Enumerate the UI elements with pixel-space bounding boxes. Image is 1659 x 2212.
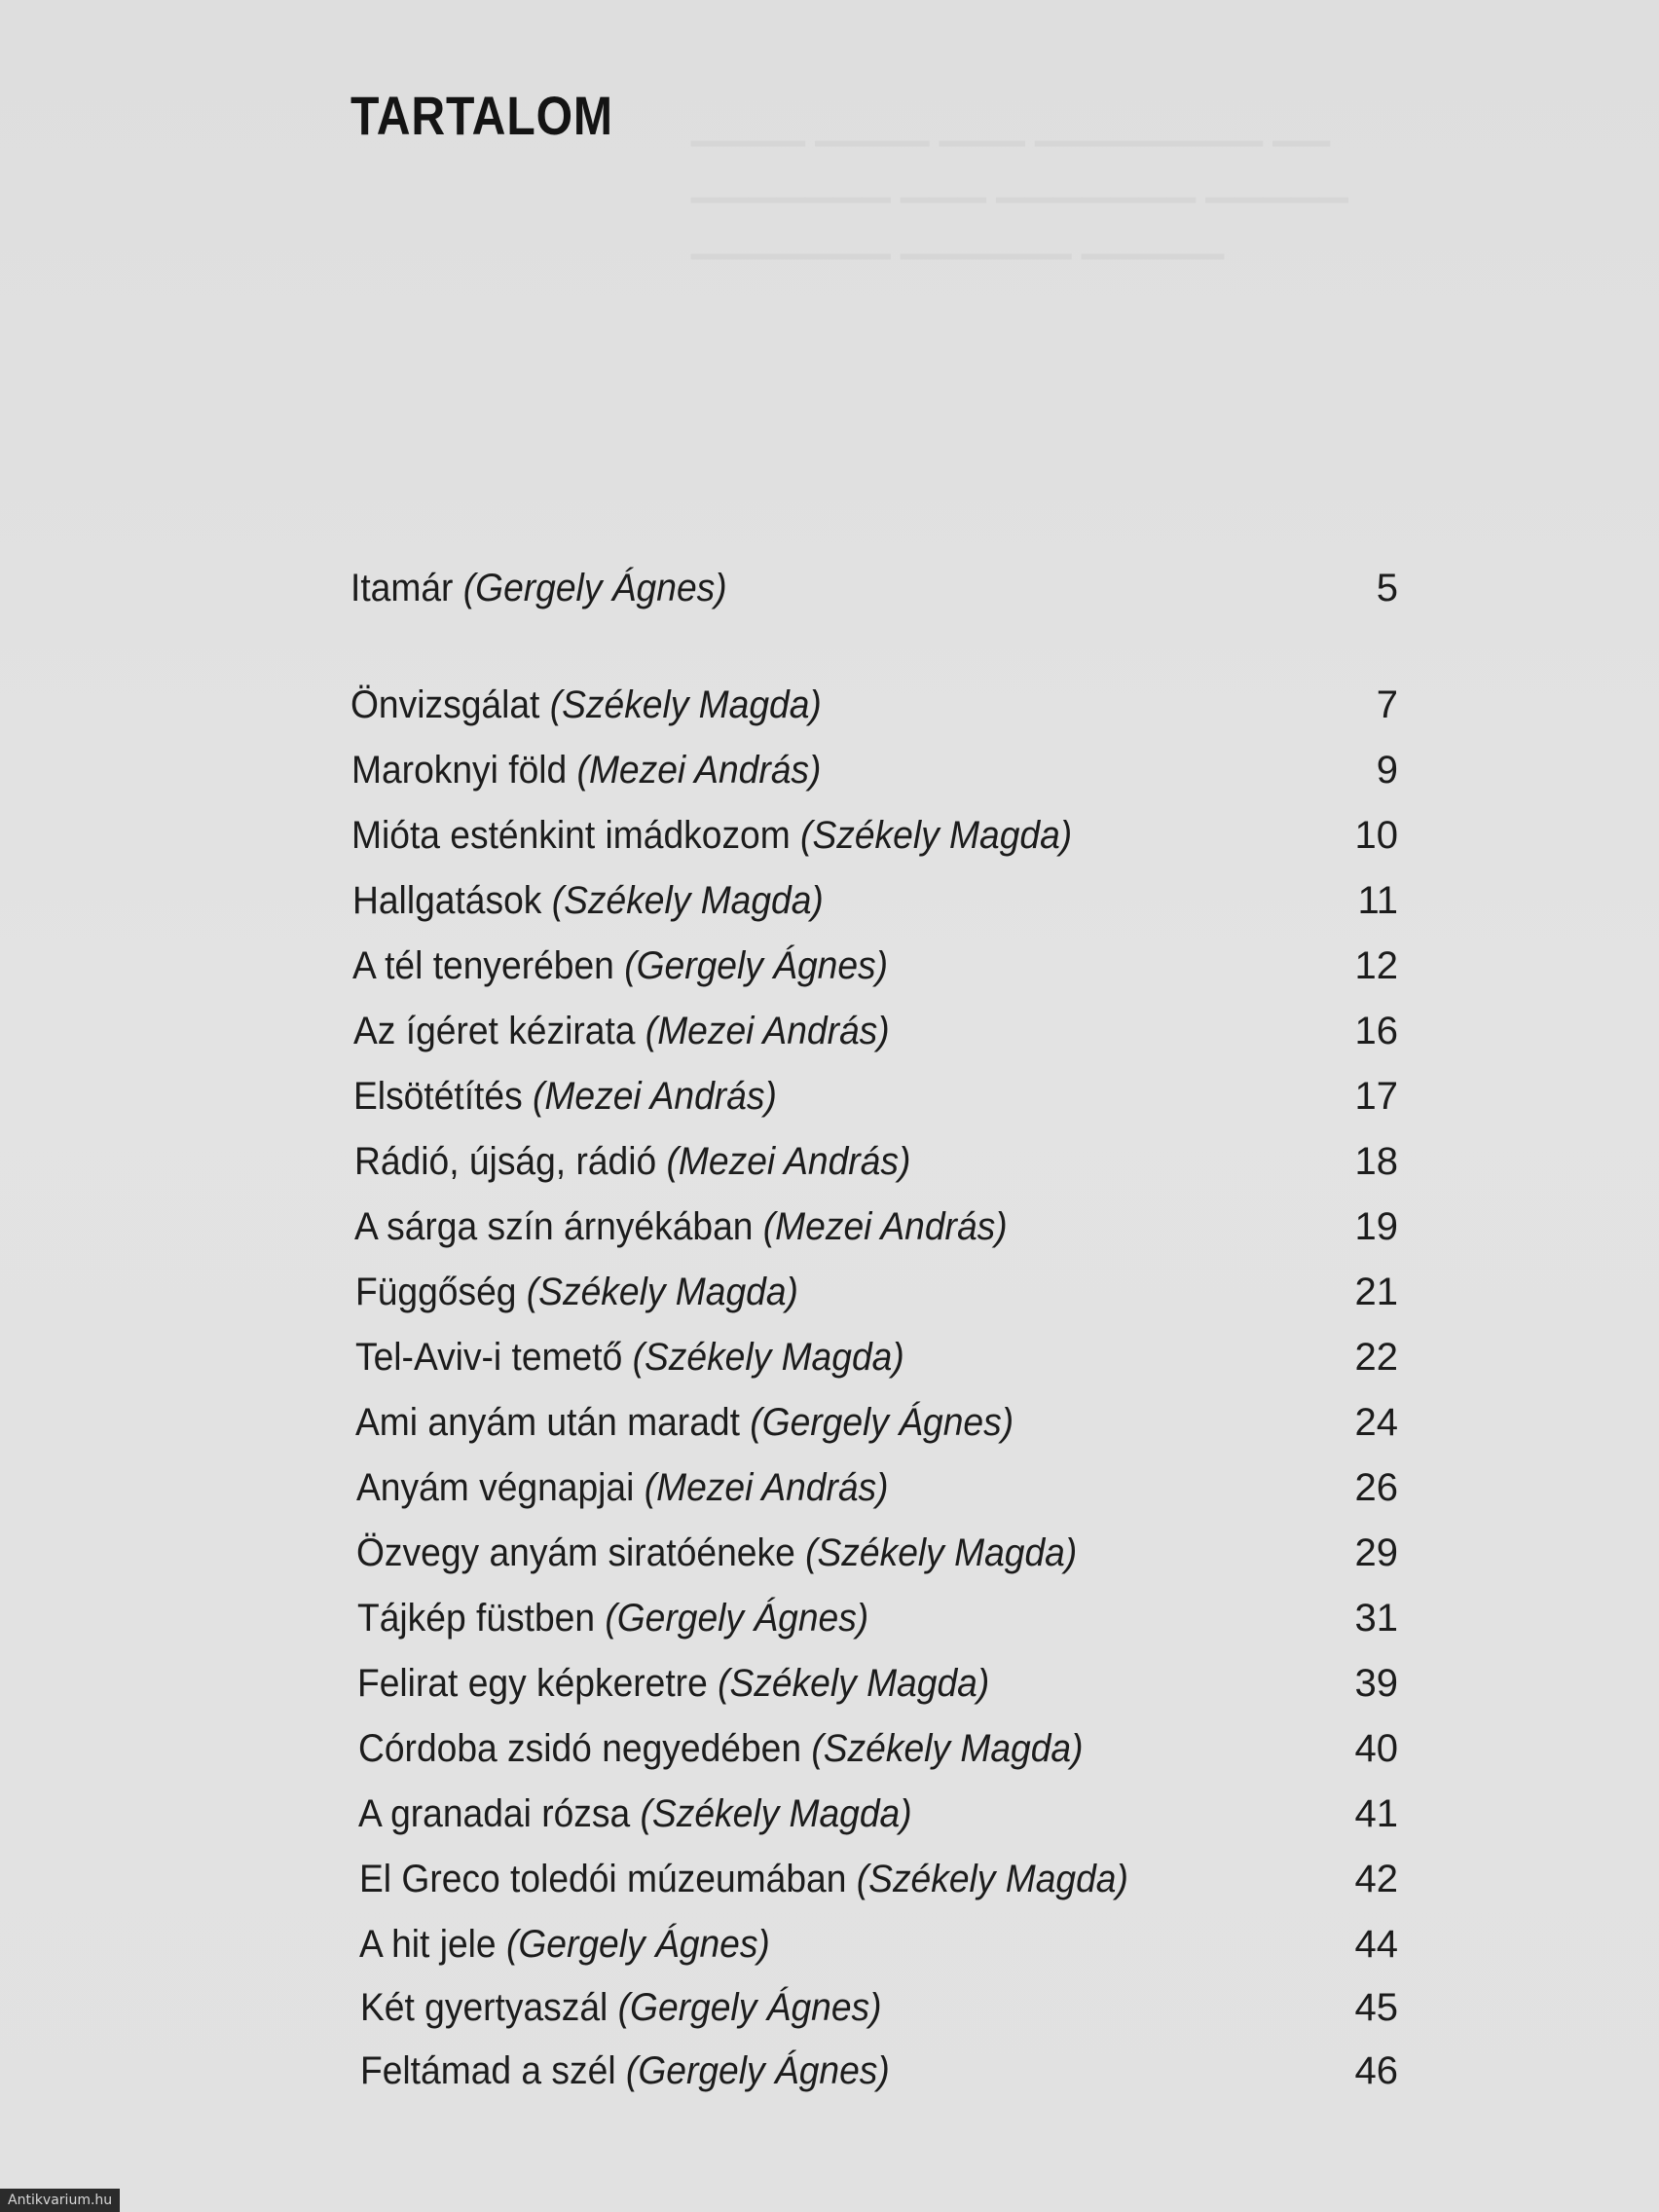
toc-entry xyxy=(0,1978,1659,2037)
toc-entry-title xyxy=(355,1328,904,1386)
toc-entry-page-number: 10 xyxy=(1354,814,1398,857)
toc-entry xyxy=(0,676,1659,734)
toc-entry xyxy=(0,871,1659,930)
toc-entry-page-number: 44 xyxy=(1354,1923,1398,1966)
toc-entry-page-number: 7 xyxy=(1376,683,1398,726)
toc-entry-title xyxy=(353,1067,777,1125)
toc-entry-page-number: 21 xyxy=(1354,1271,1398,1313)
toc-entry xyxy=(0,1654,1659,1713)
toc-entry-title xyxy=(358,1719,1083,1778)
toc-entry-title-text: Tel-Aviv-i temető xyxy=(355,1336,633,1379)
toc-entry-author: (Székely Magda) xyxy=(526,1271,798,1313)
toc-entry-title xyxy=(359,1915,770,1973)
toc-entry xyxy=(0,1067,1659,1125)
toc-entry-title-text: El Greco toledói múzeumában xyxy=(359,1858,857,1900)
toc-entry xyxy=(0,937,1659,995)
toc-entry-page-number: 22 xyxy=(1354,1336,1398,1379)
toc-entry xyxy=(0,1785,1659,1843)
toc-entry xyxy=(0,1458,1659,1517)
toc-entry-title-text: A sárga szín árnyékában xyxy=(354,1205,763,1248)
toc-entry-author: (Székely Magda) xyxy=(718,1662,990,1705)
toc-entry-title-text: A granadai rózsa xyxy=(358,1792,641,1835)
toc-entry-title-text: Feltámad a szél xyxy=(360,2049,626,2092)
toc-entry-title-text: Anyám végnapjai xyxy=(356,1466,645,1509)
toc-entry-author: (Gergely Ágnes) xyxy=(505,1923,770,1966)
toc-entry-author: (Székely Magda) xyxy=(856,1858,1128,1900)
toc-entry-author: (Székely Magda) xyxy=(800,814,1073,857)
toc-entry-page-number: 18 xyxy=(1354,1140,1398,1183)
toc-entry-author: (Székely Magda) xyxy=(811,1727,1084,1770)
toc-entry-page-number: 31 xyxy=(1354,1597,1398,1640)
toc-entry-author: (Gergely Ágnes) xyxy=(625,2049,890,2092)
toc-entry-author: (Székely Magda) xyxy=(549,683,822,726)
toc-entry-page-number: 42 xyxy=(1354,1858,1398,1900)
toc-entry-author: (Mezei András) xyxy=(666,1140,911,1183)
toc-entry-title xyxy=(350,676,822,734)
toc-entry-title xyxy=(351,806,1072,865)
toc-entry xyxy=(0,1915,1659,1973)
toc-entry-title xyxy=(351,741,821,799)
toc-entry-title-text: A tél tenyerében xyxy=(352,944,625,987)
toc-entry xyxy=(0,1328,1659,1386)
toc-entry-title-text: Itamár xyxy=(350,567,463,609)
toc-entry-author: (Székely Magda) xyxy=(632,1336,904,1379)
toc-entry-title-text: Özvegy anyám siratóéneke xyxy=(356,1531,806,1574)
toc-entry-title-text: Maroknyi föld xyxy=(351,749,577,792)
toc-entry xyxy=(0,1198,1659,1256)
toc-entry-author: (Mezei András) xyxy=(576,749,822,792)
toc-entry-page-number: 46 xyxy=(1354,2049,1398,2092)
page-title: TARTALOM xyxy=(350,85,613,146)
toc-entry xyxy=(0,559,1659,617)
toc-entry xyxy=(0,1850,1659,1908)
toc-entry-title-text: Függőség xyxy=(355,1271,527,1313)
toc-entry-title-text: Tájkép füstben xyxy=(357,1597,606,1640)
toc-entry-title xyxy=(360,2042,890,2100)
toc-entry-title-text: Hallgatások xyxy=(352,879,552,922)
toc-entry-author: (Gergely Ágnes) xyxy=(750,1401,1014,1444)
toc-entry xyxy=(0,1002,1659,1060)
toc-entry-title xyxy=(354,1132,910,1191)
toc-entry-author: (Gergely Ágnes) xyxy=(462,567,727,609)
toc-entry-page-number: 19 xyxy=(1354,1205,1398,1248)
toc-entry-title-text: Córdoba zsidó negyedében xyxy=(358,1727,812,1770)
toc-entry-title-text: Ami anyám után maradt xyxy=(355,1401,751,1444)
toc-entry-title xyxy=(356,1524,1077,1582)
toc-entry-title-text: Mióta esténkint imádkozom xyxy=(351,814,801,857)
toc-entry xyxy=(0,2042,1659,2100)
toc-entry xyxy=(0,1719,1659,1778)
toc-entry-title xyxy=(360,1978,882,2037)
toc-entry-page-number: 29 xyxy=(1354,1531,1398,1574)
toc-entry-page-number: 41 xyxy=(1354,1792,1398,1835)
toc-entry-author: (Mezei András) xyxy=(533,1075,777,1118)
toc-entry-title xyxy=(355,1263,798,1321)
toc-entry-page-number: 11 xyxy=(1357,879,1398,922)
toc-entry xyxy=(0,741,1659,799)
toc-entry-title-text: Rádió, újság, rádió xyxy=(354,1140,667,1183)
toc-entry-author: (Gergely Ágnes) xyxy=(605,1597,869,1640)
toc-entry-author: (Mezei András) xyxy=(644,1466,889,1509)
toc-entry xyxy=(0,1263,1659,1321)
toc-entry-page-number: 45 xyxy=(1354,1986,1398,2029)
toc-entry-author: (Székely Magda) xyxy=(551,879,824,922)
toc-entry-page-number: 24 xyxy=(1354,1401,1398,1444)
toc-entry-title xyxy=(355,1393,1014,1452)
toc-entry-author: (Mezei András) xyxy=(645,1010,890,1052)
toc-entry-page-number: 5 xyxy=(1376,567,1398,609)
toc-entry-page-number: 26 xyxy=(1354,1466,1398,1509)
toc-entry-title xyxy=(358,1785,912,1843)
toc-entry-title-text: Felirat egy képkeretre xyxy=(357,1662,719,1705)
toc-entry-author: (Székely Magda) xyxy=(640,1792,912,1835)
toc-entry-title xyxy=(354,1198,1008,1256)
toc-entry-page-number: 12 xyxy=(1354,944,1398,987)
toc-entry-title xyxy=(353,1002,890,1060)
toc-entry-page-number: 9 xyxy=(1376,749,1398,792)
toc-entry-author: (Mezei András) xyxy=(762,1205,1008,1248)
toc-entry-page-number: 40 xyxy=(1354,1727,1398,1770)
toc-entry xyxy=(0,806,1659,865)
toc-entry-title xyxy=(352,937,888,995)
toc-entry-page-number: 17 xyxy=(1354,1075,1398,1118)
toc-entry-page-number: 16 xyxy=(1354,1010,1398,1052)
toc-entry xyxy=(0,1393,1659,1452)
toc-entry-title xyxy=(357,1589,868,1647)
toc-entry-title-text: Önvizsgálat xyxy=(350,683,550,726)
toc-entry-title-text: Az ígéret kézirata xyxy=(353,1010,645,1052)
toc-entry-title-text: A hit jele xyxy=(359,1923,506,1966)
toc-entry-title xyxy=(352,871,824,930)
toc-entry-title-text: Két gyertyaszál xyxy=(360,1986,618,2029)
toc-entry xyxy=(0,1589,1659,1647)
toc-entry-title xyxy=(350,559,727,617)
toc-entry-title-text: Elsötétítés xyxy=(353,1075,534,1118)
toc-entry-author: (Gergely Ágnes) xyxy=(617,1986,882,2029)
toc-entry xyxy=(0,1524,1659,1582)
watermark: Antikvarium.hu xyxy=(0,2189,120,2212)
toc-entry-author: (Gergely Ágnes) xyxy=(624,944,889,987)
toc-entry-title xyxy=(359,1850,1128,1908)
toc-entry-page-number: 39 xyxy=(1354,1662,1398,1705)
toc-entry-title xyxy=(357,1654,989,1713)
show-through-text: ▁▁▁▁ ▁▁▁▁ ▁▁▁ ▁▁▁▁▁▁▁▁ ▁▁ ▁▁▁▁▁▁▁ ▁▁▁ ▁▁▁▁▁▁▁ ▁▁▁▁▁ ▁▁▁▁▁▁▁ ▁▁▁▁▁▁ ▁▁▁▁▁ xyxy=(691,105,1348,259)
toc-entry xyxy=(0,1132,1659,1191)
toc-entry-author: (Székely Magda) xyxy=(805,1531,1078,1574)
toc-entry-title xyxy=(356,1458,889,1517)
